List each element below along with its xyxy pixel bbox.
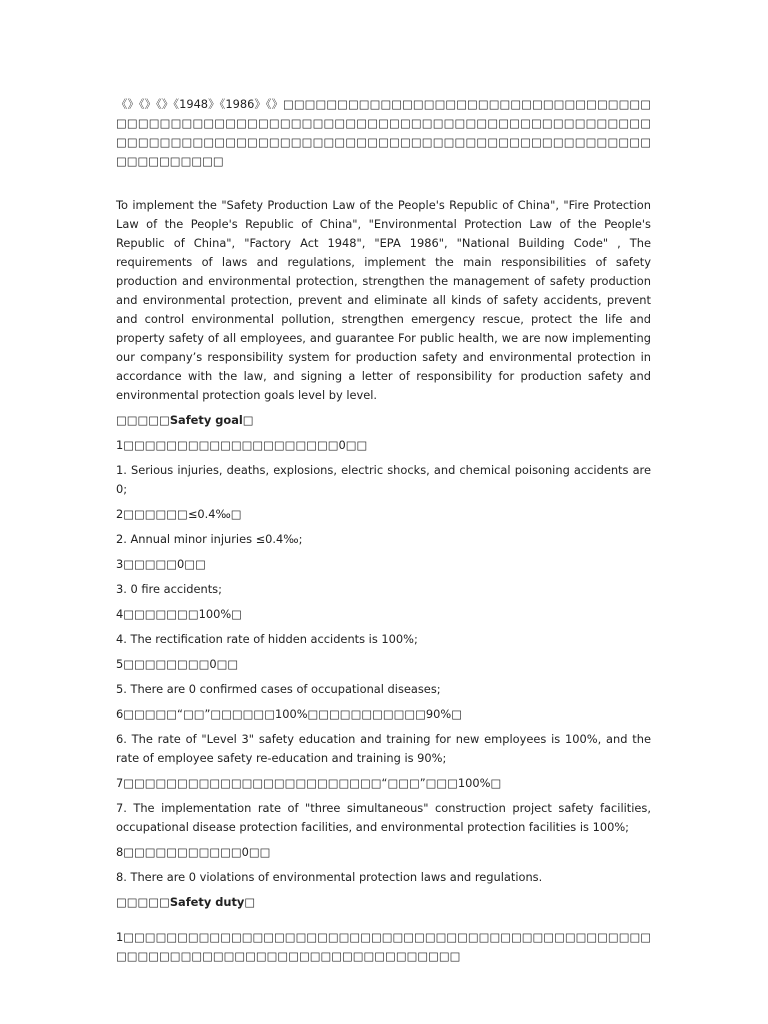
goal-1-en: 1. Serious injuries, deaths, explosions, electric shocks, and chemical poisoning accidents are 0; — [116, 463, 651, 496]
section-prefix: □□□□□ — [116, 413, 170, 427]
goal-5-en: 5. There are 0 confirmed cases of occupational diseases; — [116, 682, 441, 696]
goal-2-cn: 2□□□□□□≤0.4‰□ — [116, 507, 242, 521]
intro-chinese: 《》《》《》《1948》《1986》《》□□□□□□□□□□□□□□□□□□□□□□□□□□□□□□□□□□□□□□□□□□□□□□□□□□□□□□□□□□□□□□□□□□□□□□□□□□□□□□□□□□□□□□□□□□□□□□□□□□□□□□□□□□□□□□□□□□□□□□□□□□□□□□□□□□□□□□□□□□□□□□ — [116, 97, 651, 168]
goal-8-cn: 8□□□□□□□□□□□0□□ — [116, 845, 271, 859]
section-suffix: □ — [242, 413, 254, 427]
goal-8-en: 8. There are 0 violations of environmental protection laws and regulations. — [116, 870, 543, 884]
section-title: Safety duty — [169, 895, 245, 909]
goal-3-cn: 3□□□□□0□□ — [116, 557, 206, 571]
section-prefix: □□□□□ — [116, 895, 170, 909]
section-suffix: □ — [244, 895, 256, 909]
intro-english: To implement the "Safety Production Law of the People's Republic of China", "Fire Protection Law of the People's Republic of China", "Environmental Protection Law of the People's Republic of China", "Factory Act 1948", "EPA 1986", "National Building Code" , The requirements of laws and regulations, implement the main responsibilities of safety production and environmental protection, strengthen the management of safety production and environmental protection, prevent and eliminate all kinds of safety accidents, prevent and control environmental pollution, strengthen emergency rescue, protect the life and property safety of all employees, and guarantee For public health, we are now implementing our company’s responsibility system for production safety and environmental protection in accordance with the law, and signing a letter of responsibility for production safety and environmental protection goals level by level. — [116, 198, 651, 402]
document-page — [116, 95, 651, 966]
section-heading-safety-duty — [116, 893, 651, 912]
goal-5-cn: 5□□□□□□□□0□□ — [116, 657, 239, 671]
goal-7-en: 7. The implementation rate of "three simultaneous" construction project safety facilities, occupational disease protection facilities, and environmental protection facilities is 100%; — [116, 801, 651, 834]
goal-4-cn: 4□□□□□□□100%□ — [116, 607, 242, 621]
goal-1-cn: 1□□□□□□□□□□□□□□□□□□□□0□□ — [116, 438, 368, 452]
goal-2-en: 2. Annual minor injuries ≤0.4‰; — [116, 532, 303, 546]
section-heading-safety-goal — [116, 411, 651, 430]
goal-3-en: 3. 0 fire accidents; — [116, 582, 222, 596]
duty-1-cn: 1□□□□□□□□□□□□□□□□□□□□□□□□□□□□□□□□□□□□□□□□□□□□□□□□□□□□□□□□□□□□□□□□□□□□□□□□□□□□□□□□□ — [116, 930, 651, 963]
section-title: Safety goal — [169, 413, 243, 427]
goal-7-cn: 7□□□□□□□□□□□□□□□□□□□□□□□□“□□□”□□□100%□ — [116, 776, 502, 790]
goal-4-en: 4. The rectification rate of hidden accidents is 100%; — [116, 632, 418, 646]
goal-6-cn: 6□□□□□“□□”□□□□□□100%□□□□□□□□□□□90%□ — [116, 707, 462, 721]
goal-6-en: 6. The rate of "Level 3" safety education and training for new employees is 100%, and the rate of employee safety re-education and training is 90%; — [116, 732, 651, 765]
